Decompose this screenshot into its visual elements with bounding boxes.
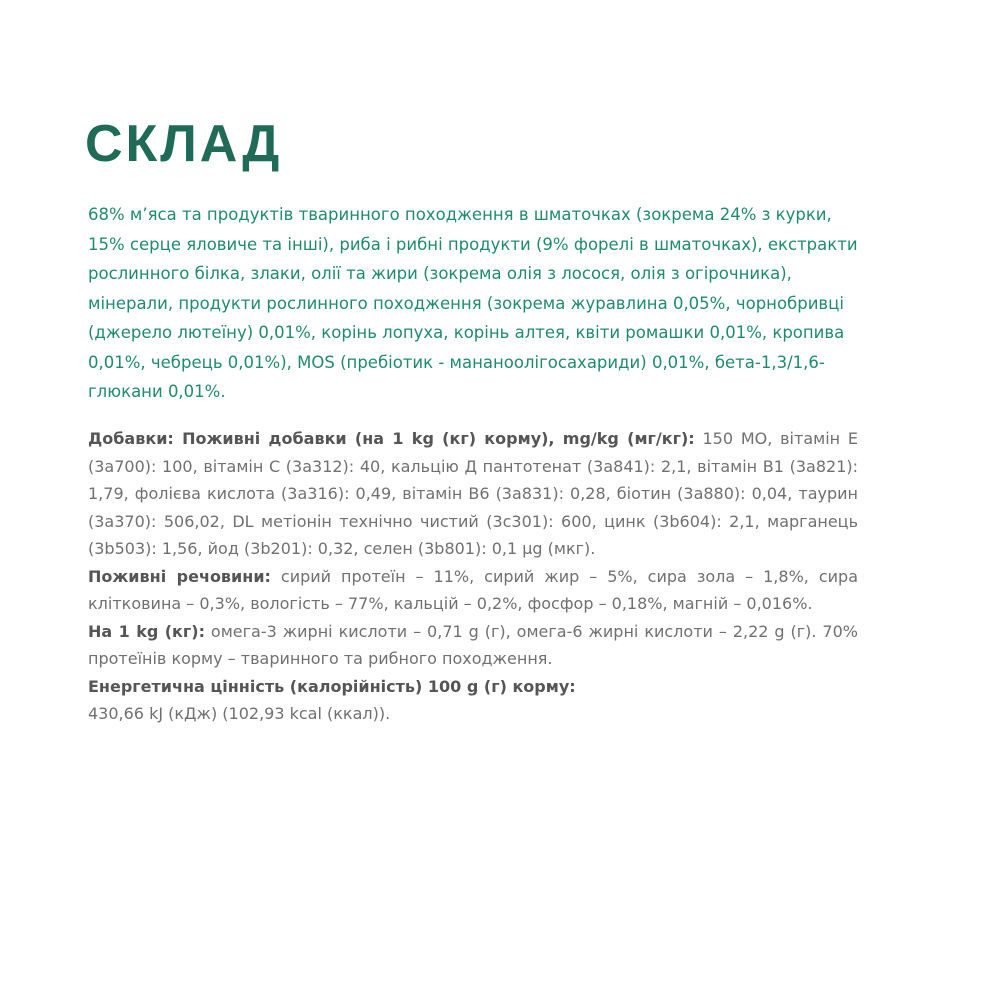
per-kg-label: На 1 kg (кг): [88,621,205,641]
nutrients-label: Поживні речовини: [88,566,271,586]
details-block [88,425,858,728]
energy-label-paragraph [88,673,858,701]
composition-text: 68% м’яса та продуктів тваринного походження в шматочках (зокрема 24% з курки, 15% серце яловиче та інші), риба і рибні продукти (9% форелі в шматочках), екстракти рослинного білка, злаки, олії та жири (зокрема олія з лосося, олія з огірочника), мінерали, продукти рослинного походження (зокрема журавлина 0,05%, чорнобривці (джерело лютеїну) 0,01%, корінь лопуха, корінь алтея, квіти ромашки 0,01%, кропива 0,01%, чебрець 0,01%), MOS (пребіотик - мананоолігосахариди) 0,01%, бета-1,3/1,6-глюкани 0,01%. [88,205,858,401]
additives-text: 150 МО, вітамін Е (3а700): 100, вітамін С (3а312): 40, кальцію Д пантотенат (3а841): 2,1, вітамін В1 (3а821): 1,79, фолієва кислота (3а316): 0,49, вітамін В6 (3а831): 0,28, біотин (3а880): 0,04, таурин (3а370): 506,02, DL метіонін технічно чистий (3с301): 600, цинк (3b604): 2,1, марганець (3b503): 1,56, йод (3b201): 0,32, селен (3b801): 0,1 μg (мкг). [88,429,859,558]
nutrients-text: сирий протеїн – 11%, сирий жир – 5%, сира зола – 1,8%, сира клітковина – 0,3%, вологість – 77%, кальцій – 0,2%, фосфор – 0,18%, магній – 0,016%. [88,566,858,613]
additives-paragraph [88,425,858,563]
per-kg-paragraph [88,618,858,673]
page-title: СКЛАД [85,115,283,173]
per-kg-text: омега-3 жирні кислоти – 0,71 g (г), омега-6 жирні кислоти – 2,22 g (г). 70% протеїнів корму – тваринного та рибного походження. [88,621,858,668]
energy-value: 430,66 kJ (кДж) (102,93 kcal (ккал)). [88,704,391,723]
energy-value-paragraph [88,700,858,728]
additives-label: Добавки: Поживні добавки (на 1 kg (кг) корму), mg/kg (мг/кг): [88,429,695,448]
energy-label: Енергетична цінність (калорійність) 100 g (г) корму: [88,676,576,696]
nutrients-paragraph [88,563,858,618]
